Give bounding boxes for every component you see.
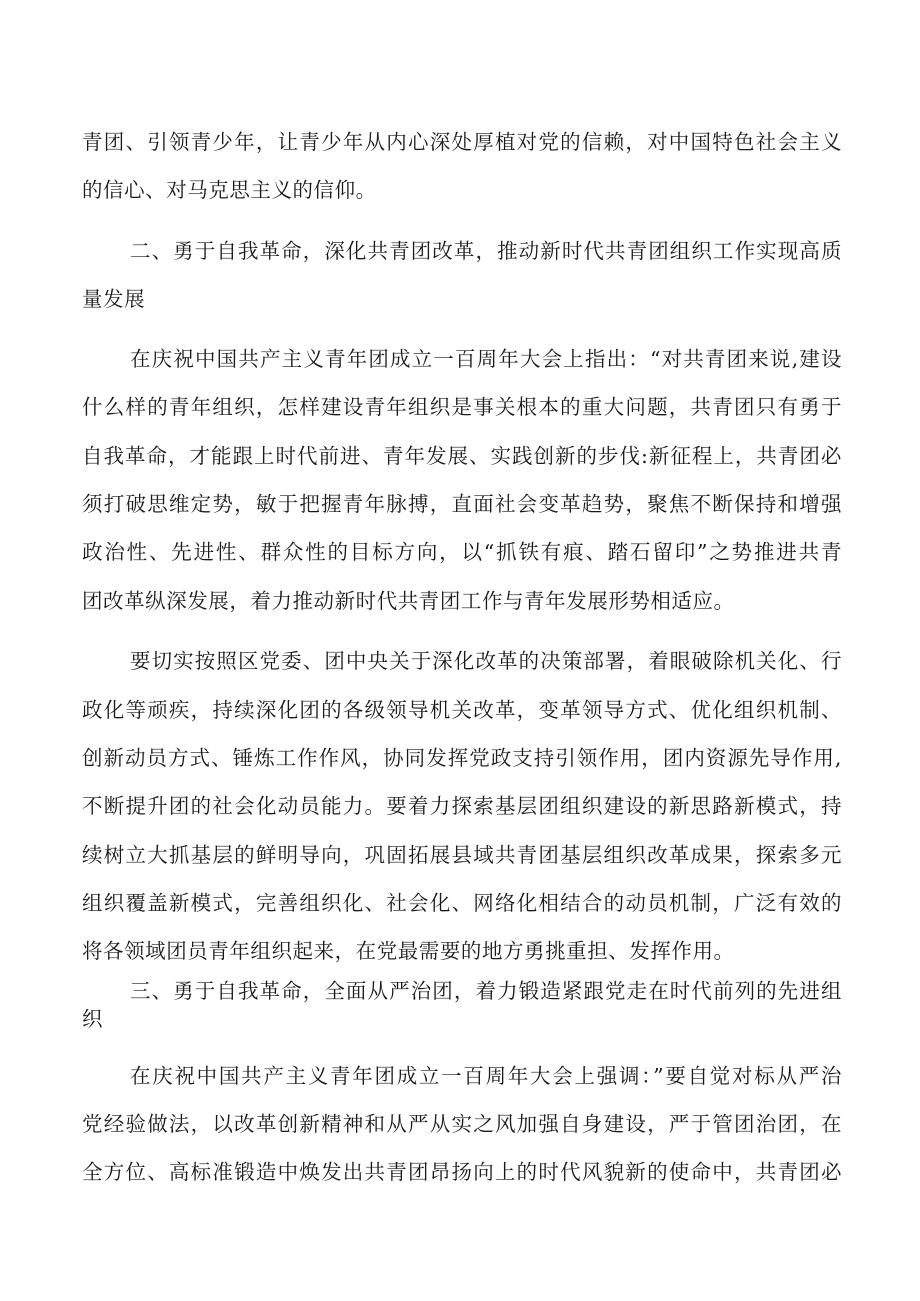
text-line: 须打破思维定势，敏于把握青年脉搏，直面社会变革趋势，聚焦不断保持和增强	[82, 492, 842, 516]
text-line: 全方位、高标准锻造中焕发出共青团昂扬向上的时代风貌新的使命中，共青团必	[82, 1160, 842, 1184]
text-line: 政治性、先进性、群众性的目标方向，以“抓铁有痕、踏石留印”之势推进共青	[82, 540, 842, 564]
text-line: 将各领域团员青年组织起来，在党最需要的地方勇挑重担、发挥作用。	[82, 939, 735, 963]
section-heading-line: 三、勇于自我革命，全面从严治团，着力锻造紧跟党走在时代前列的先进组	[130, 979, 842, 1003]
text-line: 续树立大抓基层的鲜明导向，巩固拓展县域共青团基层组织改革成果，探索多元	[82, 843, 842, 867]
section-heading-line: 织	[82, 1007, 104, 1031]
section-heading-line: 二、勇于自我革命，深化共青团改革，推动新时代共青团组织工作实现高质	[130, 239, 842, 263]
text-line: 政化等顽疾，持续深化团的各级领导机关改革，变革领导方式、优化组织机制、	[82, 698, 842, 722]
text-line: 自我革命，才能跟上时代前进、青年发展、实践创新的步伐:新征程上，共青团必	[82, 444, 842, 468]
text-line: 什么样的青年组织，怎样建设青年组织是事关根本的重大问题，共青团只有勇于	[82, 395, 842, 419]
text-line: 组织覆盖新模式，完善组织化、社会化、网络化相结合的动员机制，广泛有效的	[82, 891, 842, 915]
text-line: 不断提升团的社会化动员能力。要着力探索基层团组织建设的新思路新模式，持	[82, 794, 842, 818]
text-line: 团改革纵深发展，着力推动新时代共青团工作与青年发展形势相适应。	[82, 589, 735, 613]
text-line: 创新动员方式、锤炼工作作风，协同发挥党政支持引领作用，团内资源先导作用,	[82, 746, 842, 770]
text-line: 在庆祝中国共产主义青年团成立一百周年大会上指出：“对共青团来说,建设	[130, 347, 842, 371]
text-line: 青团、引领青少年，让青少年从内心深处厚植对党的信赖，对中国特色社会主义	[82, 130, 842, 154]
text-line: 党经验做法，以改革创新精神和从严从实之风加强自身建设，严于管团治团，在	[82, 1112, 842, 1136]
text-line: 的信心、对马克思主义的信仰。	[82, 178, 377, 202]
text-line: 要切实按照区党委、团中央关于深化改革的决策部署，着眼破除机关化、行	[130, 649, 842, 673]
text-line: 在庆祝中国共产主义青年团成立一百周年大会上强调：”要自觉对标从严治	[130, 1064, 842, 1088]
section-heading-line: 量发展	[82, 287, 146, 311]
